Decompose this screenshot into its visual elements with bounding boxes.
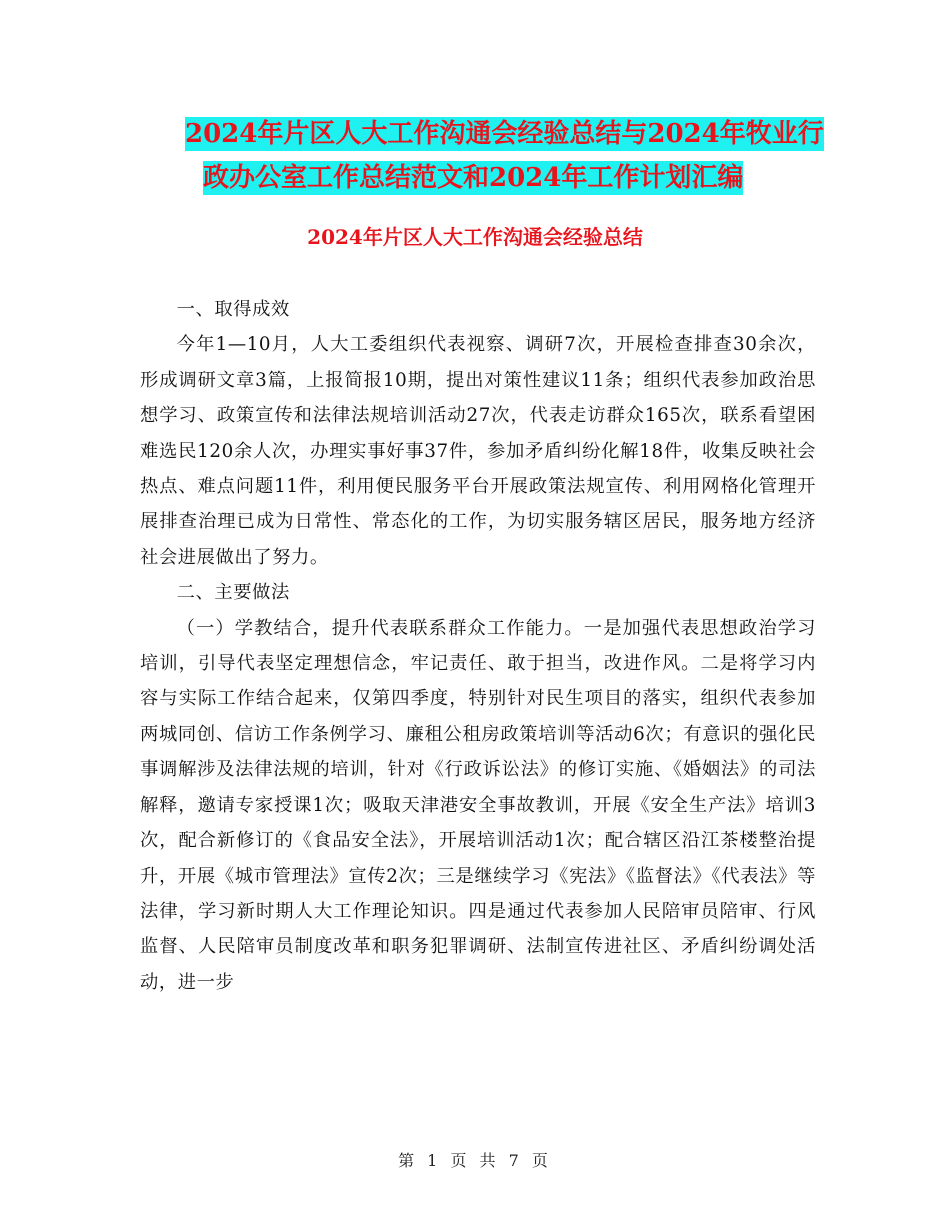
document-body [140,292,816,1000]
title-highlight: 政办公室工作总结范文和2024年工作计划汇编 [203,163,744,193]
document-title [140,112,830,200]
page-footer: 第 1 页 共 7 页 [398,1151,552,1170]
body-paragraph: （一）学教结合，提升代表联系群众工作能力。一是加强代表思想政治学习培训，引导代表坚定理想信念，牢记责任、敢于担当，改进作风。二是将学习内容与实际工作结合起来，仅第四季度，特别针对民生项目的落实，组织代表参加两城同创、信访工作条例学习、廉租公租房政策培训等活动6次；有意识的强化民事调解涉及法律法规的培训，针对《行政诉讼法》的修订实施、《婚姻法》的司法解释，邀请专家授课1次；吸取天津港安全事故教训，开展《安全生产法》培训3次，配合新修订的《食品安全法》，开展培训活动1次；配合辖区沿江茶楼整治提升，开展《城市管理法》宣传2次；三是继续学习《宪法》《监督法》《代表法》等法律，学习新时期人大工作理论知识。四是通过代表参加人民陪审员陪审、行风监督、人民陪审员制度改革和职务犯罪调研、法制宣传进社区、矛盾纠纷调处活动，进一步 [140,617,816,993]
section-heading: 二、主要做法 [176,582,290,604]
title-highlight: 2024年片区人大工作沟通会经验总结与2024年牧业行 [185,119,824,149]
document-title-line-1 [140,112,830,156]
document-title-line-2 [140,156,830,200]
body-paragraph: 今年1—10月，人大工委组织代表视察、调研7次，开展检查排查30余次，形成调研文章3篇，上报简报10期，提出对策性建议11条；组织代表参加政治思想学习、政策宣传和法律法规培训活动27次，代表走访群众165次，联系看望困难选民120余人次，办理实事好事37件，参加矛盾纠纷化解18件，收集反映社会热点、难点问题11件，利用便民服务平台开展政策法规宣传、利用网格化管理开展排查治理已成为日常性、常态化的工作，为切实服务辖区居民，服务地方经济社会进展做出了努力。 [140,334,816,568]
section-heading: 一、取得成效 [176,299,290,320]
section-title: 2024年片区人大工作沟通会经验总结 [307,225,643,249]
